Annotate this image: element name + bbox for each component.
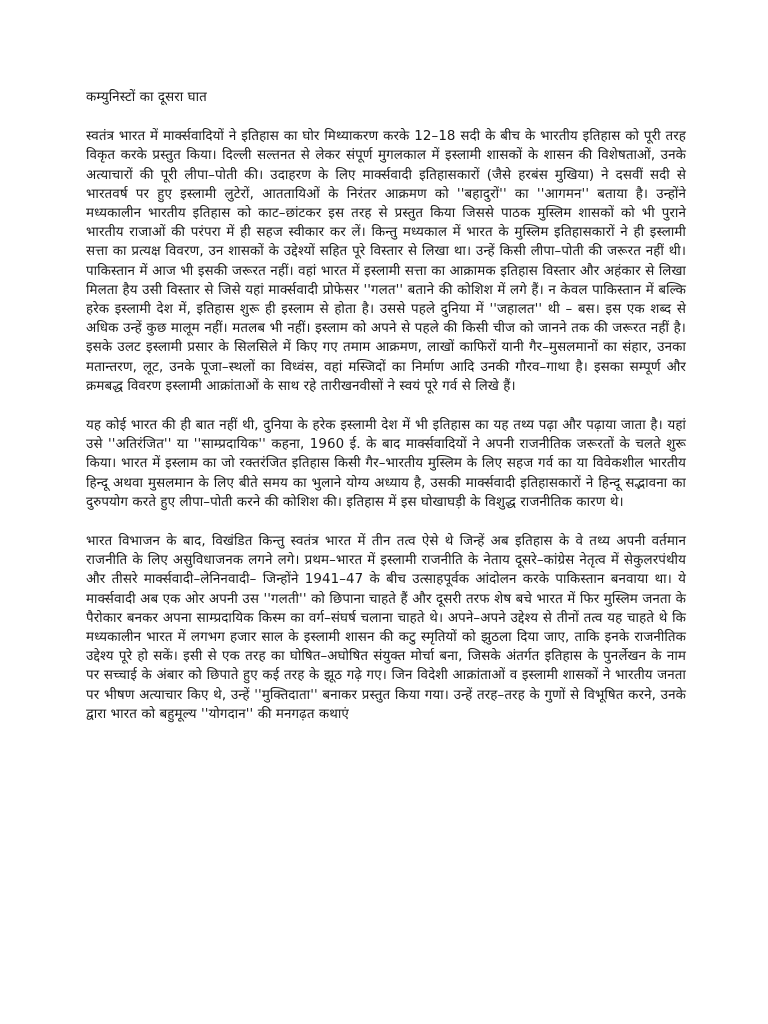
paragraph-3: भारत विभाजन के बाद, विखंडित किन्तु स्वतंत्र भारत में तीन तत्व ऐसे थे जिन्हें अब इतिहास के वे तथ्य अपनी वर्तमान राजनीति के लिए असुविधाजनक लगने लगे। प्रथम–भारत में इस्लामी राजनीति के नेताय दूसरे–कांग्रेस नेतृत्व में सेकुलरपंथीय और तीसरे मार्क्सवादी–लेनिनवादी– जिन्होंने 1941–47 के बीच उत्साहपूर्वक आंदोलन करके पाकिस्तान बनवाया था। ये मार्क्सवादी अब एक ओर अपनी उस ''गलती'' को छिपाना चाहते हैं और दूसरी तरफ शेष बचे भारत में फिर मुस्लिम जनता के पैरोकार बनकर अपना साम्प्रदायिक किस्म का वर्ग–संघर्ष चलाना चाहते थे। अपने–अपने उद्देश्य से तीनों तत्व यह चाहते थे कि मध्यकालीन भारत में लगभग हजार साल के इस्लामी शासन की कटु स्मृतियों को झुठला दिया जाए, ताकि इनके राजनीतिक उद्देश्य पूरे हो सकें। इसी से एक तरह का घोषित–अघोषित संयुक्त मोर्चा बना, जिसके अंतर्गत इतिहास के पुनर्लेखन के नाम पर सच्चाई के अंबार को छिपाते हुए कई तरह के झूठ गढ़े गए। जिन विदेशी आक्रांताओं व इस्लामी शासकों ने भारतीय जनता पर भीषण अत्याचार किए थे, उन्हें ''मुक्तिदाता'' बनाकर प्रस्तुत किया गया। उन्हें तरह–तरह के गुणों से विभूषित करने, उनके द्वारा भारत को बहुमूल्य ''योगदान'' की मनगढ़त कथाएं	[86, 534, 686, 722]
document-title: कम्युनिस्टों का दूसरा घात	[86, 90, 207, 105]
document-page	[86, 88, 686, 744]
paragraph-1: स्वतंत्र भारत में मार्क्सवादियों ने इतिहास का घोर मिथ्याकरण करके 12–18 सदी के बीच के भारतीय इतिहास को पूरी तरह विकृत करके प्रस्तुत किया। दिल्ली सल्तनत से लेकर संपूर्ण मुगलकाल में इस्लामी शासकों के शासन की विशेषताओं, उनके अत्याचारों की पूरी लीपा–पोती की। उदाहरण के लिए मार्क्सवादी इतिहासकारों (जैसे हरबंस मुखिया) ने दसवीं सदी से भारतवर्ष पर हुए इस्लामी लुटेरों, आततायिओं के निरंतर आक्रमण को ''बहादुरों'' का ''आगमन'' बताया है। उन्होंने मध्यकालीन भारतीय इतिहास को काट–छांटकर इस तरह से प्रस्तुत किया जिससे पाठक मुस्लिम शासकों को भी पुराने भारतीय राजाओं की परंपरा में ही सहज स्वीकार कर लें। किन्तु मध्यकाल में भारत के मुस्लिम इतिहासकारों ने ही इस्लामी सत्ता का प्रत्यक्ष विवरण, उन शासकों के उद्देश्यों सहित पूरे विस्तार से लिखा था। उन्हें किसी लीपा–पोती की जरूरत नहीं थी। पाकिस्तान में आज भी इसकी जरूरत नहीं। वहां भारत में इस्लामी सत्ता का आक्रामक इतिहास विस्तार और अहंकार से लिखा मिलता हैय उसी विस्तार से जिसे यहां मार्क्सवादी प्रोफेसर ''गलत'' बताने की कोशिश में लगे हैं। न केवल पाकिस्तान में बल्कि हरेक इस्लामी देश में, इतिहास शुरू ही इस्लाम से होता है। उससे पहले दुनिया में ''जहालत'' थी – बस। इस एक शब्द से अधिक उन्हें कुछ मालूम नहीं। मतलब भी नहीं। इस्लाम को अपने से पहले की किसी चीज को जानने तक की जरूरत नहीं है। इसके उलट इस्लामी प्रसार के सिलसिले में किए गए तमाम आक्रमण, लाखों काफिरों यानी गैर–मुसलमानों का संहार, उनका मतान्तरण, लूट, उनके पूजा–स्थलों का विध्वंस, वहां मस्जिदों का निर्माण आदि उनकी गौरव–गाथा है। इसका सम्पूर्ण और क्रमबद्ध विवरण इस्लामी आक्रांताओं के साथ रहे तारीखनवीसों ने स्वयं पूरे गर्व से लिखे हैं।	[86, 129, 686, 394]
paragraph-2: यह कोई भारत की ही बात नहीं थी, दुनिया के हरेक इस्लामी देश में भी इतिहास का यह तथ्य पढ़ा और पढ़ाया जाता है। यहां उसे ''अतिरंजित'' या ''साम्प्रदायिक'' कहना, 1960 ई. के बाद मार्क्सवादियों ने अपनी राजनीतिक जरूरतों के चलते शुरू किया। भारत में इस्लाम का जो रक्तरंजित इतिहास किसी गैर–भारतीय मुस्लिम के लिए सहज गर्व का या विवेकशील भारतीय हिन्दू अथवा मुसलमान के लिए बीते समय का भुलाने योग्य अध्याय है, उसकी मार्क्सवादी इतिहासकारों ने हिन्दू सद्भावना का दुरुपयोग करते हुए लीपा–पोती करने की कोशिश की। इतिहास में इस घोखाघड़ी के विशुद्ध राजनीतिक कारण थे।	[86, 418, 686, 510]
